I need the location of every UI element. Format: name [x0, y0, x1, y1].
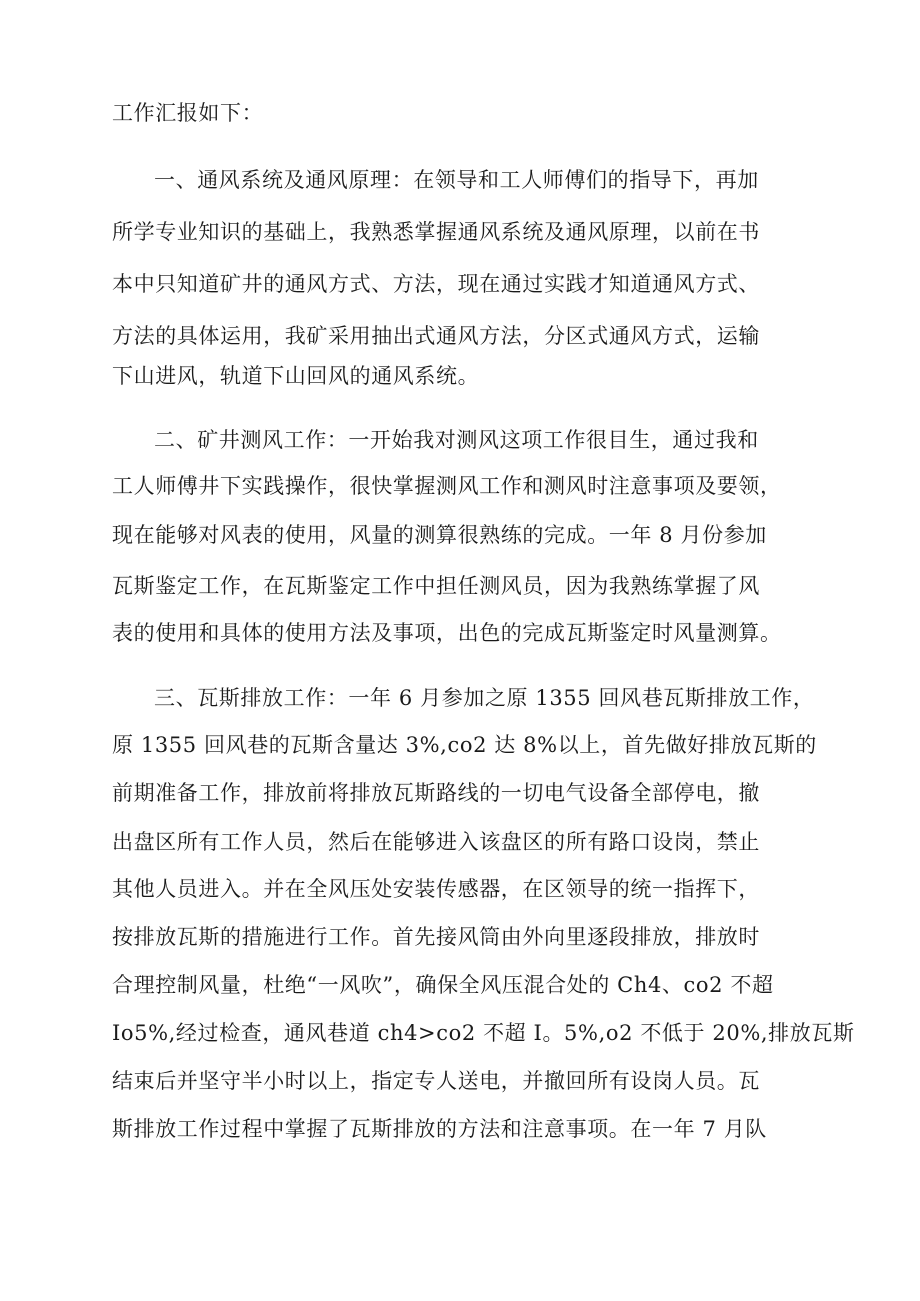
text-line: 瓦斯鉴定工作，在瓦斯鉴定工作中担任测风员，因为我熟练掌握了风 — [112, 574, 760, 598]
text-line: 所学专业知识的基础上，我熟悉掌握通风系统及通风原理，以前在书 — [112, 220, 760, 244]
text-line: 二、矿井测风工作：一开始我对测风这项工作很目生，通过我和 — [154, 428, 759, 452]
text-line: 前期准备工作，排放前将排放瓦斯路线的一切电气设备全部停电，撤 — [112, 781, 760, 805]
text-line: 方法的具体运用，我矿采用抽出式通风方法，分区式通风方式，运输 — [112, 324, 760, 348]
text-line: 按排放瓦斯的措施进行工作。首先接风筒由外向里逐段排放，排放时 — [112, 925, 760, 949]
text-line: 本中只知道矿井的通风方式、方法，现在通过实践才知道通风方式、 — [112, 272, 760, 296]
text-line: 结束后并坚守半小时以上，指定专人送电，并撤回所有设岗人员。瓦 — [112, 1069, 760, 1093]
text-line: 工作汇报如下： — [112, 101, 264, 125]
text-line: 斯排放工作过程中掌握了瓦斯排放的方法和注意事项。在一年 7 月队 — [112, 1117, 767, 1141]
text-line: 一、通风系统及通风原理：在领导和工人师傅们的指导下，再加 — [154, 168, 759, 192]
text-line: 合理控制风量，杜绝“一风吹”，确保全风压混合处的 Ch4、co2 不超 — [112, 973, 774, 997]
text-line: 工人师傅井下实践操作，很快掌握测风工作和测风时注意事项及要领， — [112, 474, 782, 498]
text-line: 其他人员进入。并在全风压处安装传感器，在区领导的统一指挥下， — [112, 877, 760, 901]
text-line: 原 1355 回风巷的瓦斯含量达 3%,co2 达 8%以上，首先做好排放瓦斯的 — [112, 733, 817, 757]
text-line: 现在能够对风表的使用，风量的测算很熟练的完成。一年 8 月份参加 — [112, 523, 767, 547]
text-line: Io5%,经过检查，通风巷道 ch4>co2 不超 I。5%,o2 不低于 20%,排放瓦斯 — [112, 1021, 855, 1045]
text-line: 下山进风，轨道下山回风的通风系统。 — [112, 364, 480, 388]
text-line: 表的使用和具体的使用方法及事项，出色的完成瓦斯鉴定时风量测算。 — [112, 621, 782, 645]
text-line: 三、瓦斯排放工作：一年 6 月参加之原 1355 回风巷瓦斯排放工作， — [154, 686, 815, 710]
text-line: 出盘区所有工作人员，然后在能够进入该盘区的所有路口设岗，禁止 — [112, 830, 760, 854]
